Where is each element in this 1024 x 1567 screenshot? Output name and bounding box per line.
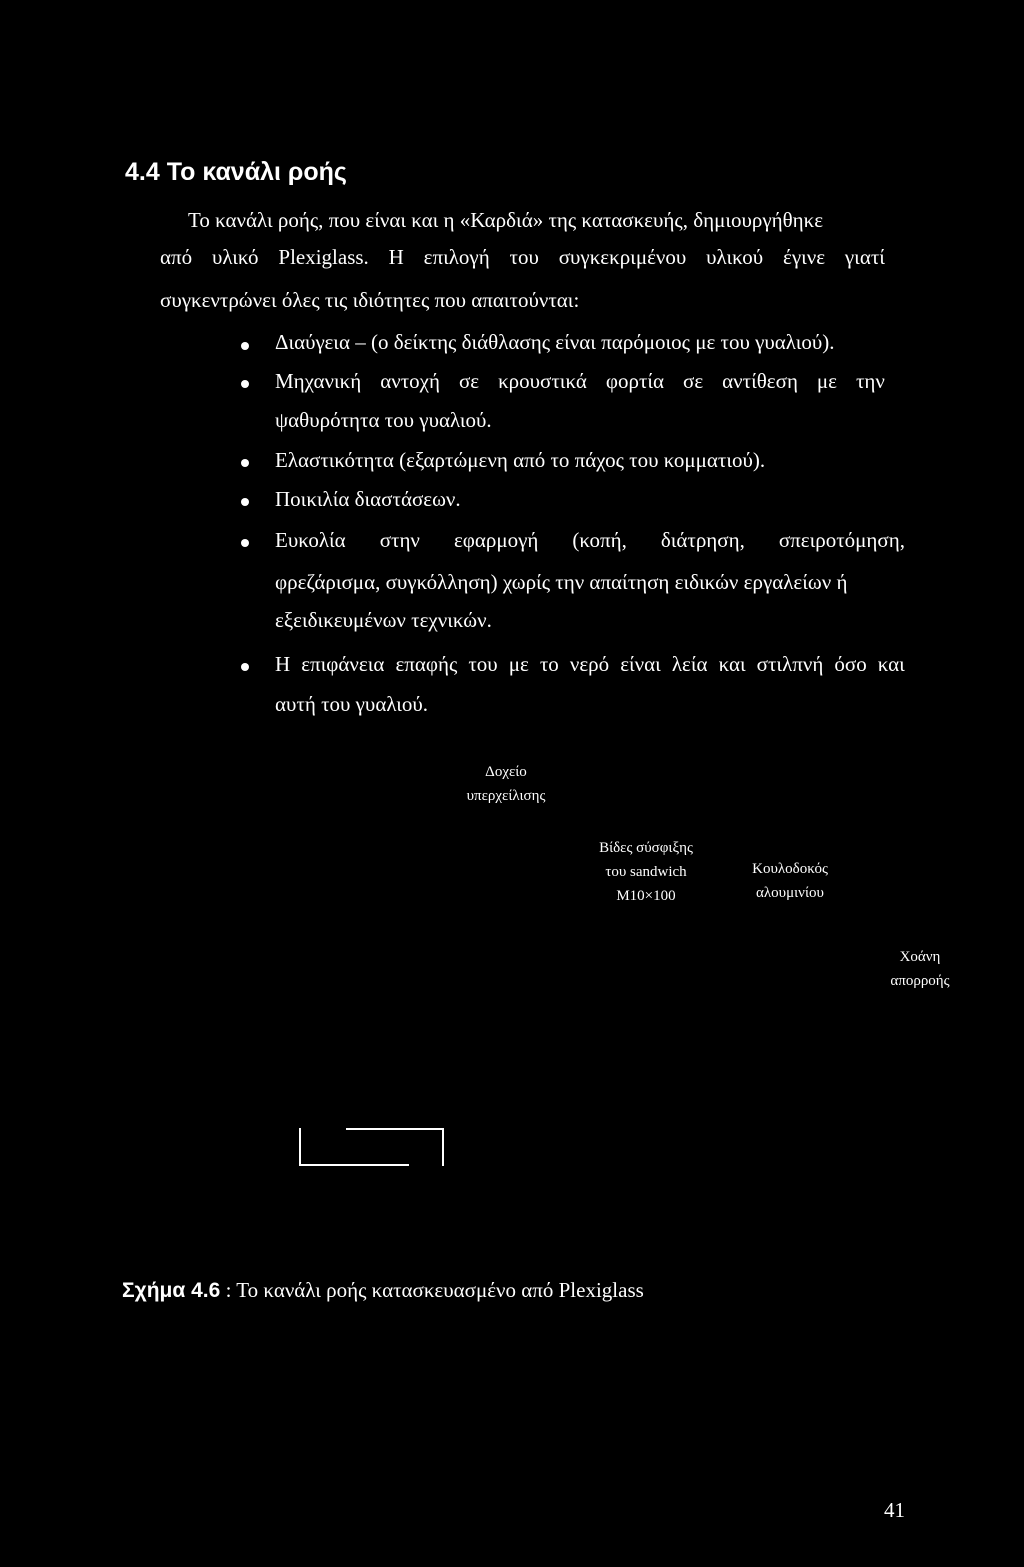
- label-overflow-tank: Δοχείο υπερχείλισης: [466, 764, 546, 804]
- bullet-2-line-1: Μηχανική αντοχή σε κρουστικά φορτία σε αντίθεση με την: [275, 369, 885, 393]
- bullet-dot: [241, 342, 249, 350]
- page-number: 41: [884, 1498, 905, 1522]
- bullet-dot: [241, 459, 249, 467]
- bullet-6-line-1: Η επιφάνεια επαφής του με το νερό είναι λεία και στιλπνή όσο και: [275, 652, 905, 676]
- bullet-4-text: Ποικιλία διαστάσεων.: [275, 487, 461, 511]
- bullet-6-line-2: αυτή του γυαλιού.: [275, 692, 429, 716]
- bullet-dot: [241, 539, 249, 547]
- bullet-dot: [241, 663, 249, 671]
- bullet-5-line-1: Ευκολία στην εφαρμογή (κοπή, διάτρηση, σπειροτόμηση,: [275, 528, 905, 552]
- bullet-dot: [241, 380, 249, 388]
- intro-line-1: Το κανάλι ροής, που είναι και η «Καρδιά» της κατασκευής, δημιουργήθηκε: [188, 208, 824, 232]
- bullet-5-line-2: φρεζάρισμα, συγκόλληση) χωρίς την απαίτηση ειδικών εργαλείων ή: [275, 570, 848, 594]
- section-heading: 4.4 Το κανάλι ροής: [125, 158, 347, 186]
- figure-caption: Σχήμα 4.6 : Το κανάλι ροής κατασκευασμένο από Plexiglass: [122, 1278, 644, 1302]
- intro-line-3: συγκεντρώνει όλες τις ιδιότητες που απαιτούνται:: [160, 288, 580, 312]
- bullet-dot: [241, 498, 249, 506]
- bullet-2-line-2: ψαθυρότητα του γυαλιού.: [275, 408, 492, 432]
- bullet-1-text: Διαύγεια – (ο δείκτης διάθλασης είναι παρόμοιος με του γυαλιού).: [275, 330, 835, 354]
- label-bolts: Βίδες σύσφιξης του sandwich M10×100: [599, 840, 693, 904]
- intro-line-2: από υλικό Plexiglass. Η επιλογή του συγκεκριμένου υλικού έγινε γιατί: [160, 245, 885, 269]
- label-gutter: Κουλοδοκός αλουμινίου: [752, 861, 828, 901]
- bullet-5-line-3: εξειδικευμένων τεχνικών.: [275, 608, 492, 632]
- bullet-3-text: Ελαστικότητα (εξαρτώμενη από το πάχος του κομματιού).: [275, 448, 766, 472]
- label-drain: Χοάνη απορροής: [890, 949, 950, 989]
